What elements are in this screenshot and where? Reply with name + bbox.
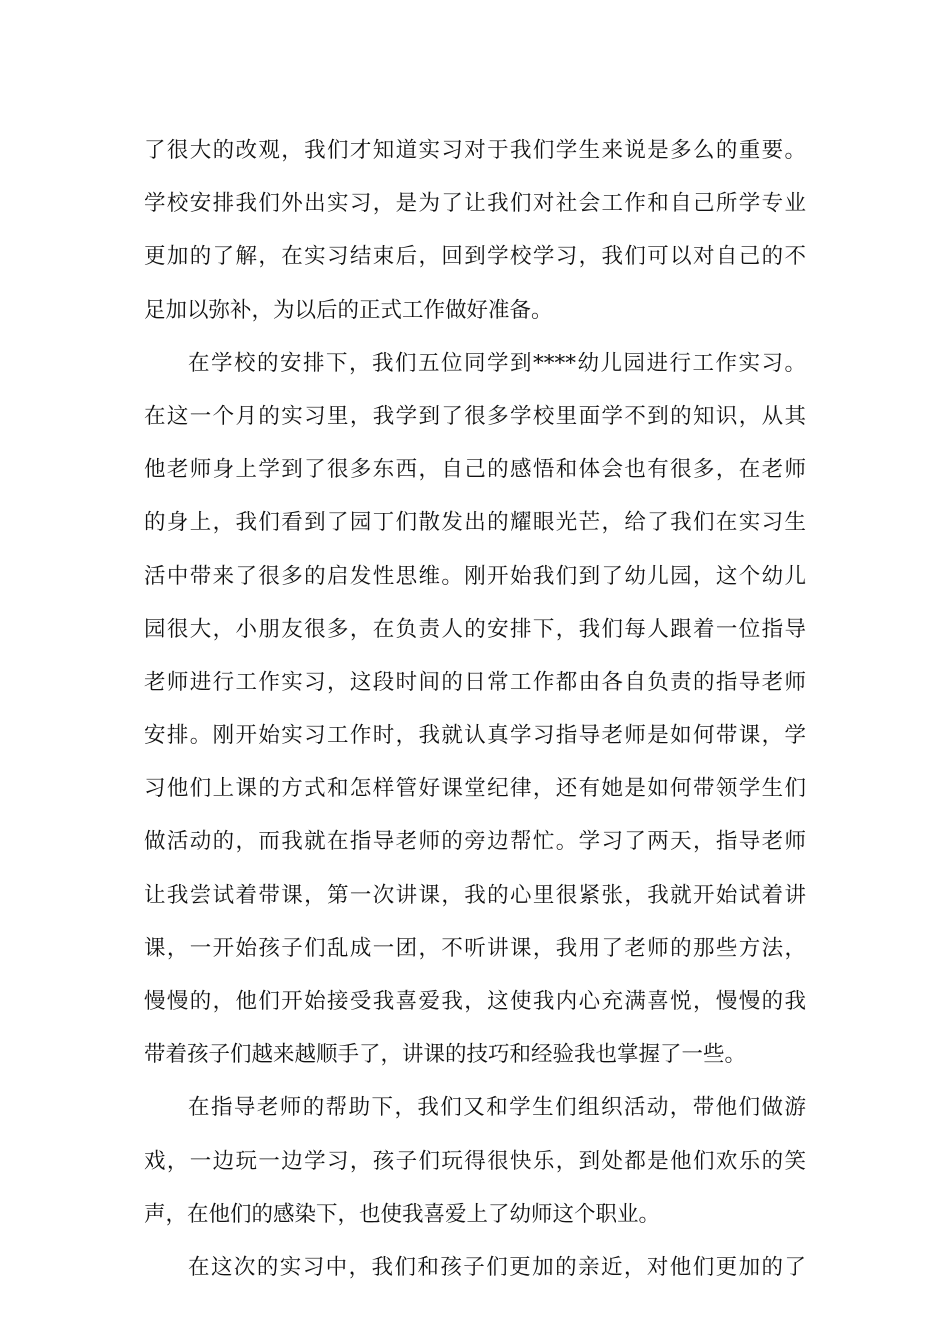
text-line: 戏，一边玩一边学习，孩子们玩得很快乐，到处都是他们欢乐的笑 — [144, 1148, 806, 1174]
text-line: 足加以弥补，为以后的正式工作做好准备。 — [144, 297, 553, 323]
text-line: 更加的了解，在实习结束后，回到学校学习，我们可以对自己的不 — [144, 244, 806, 270]
text-line: 带着孩子们越来越顺手了，讲课的技巧和经验我也掌握了一些。 — [144, 1042, 747, 1068]
text-line: 了很大的改观，我们才知道实习对于我们学生来说是多么的重要。 — [144, 138, 806, 163]
text-line: 让我尝试着带课，第一次讲课，我的心里很紧张，我就开始试着讲 — [144, 882, 806, 908]
text-line: 的身上，我们看到了园丁们散发出的耀眼光芒，给了我们在实习生 — [144, 510, 806, 536]
text-line: 课，一开始孩子们乱成一团，不听讲课，我用了老师的那些方法， — [144, 935, 806, 961]
text-line: 习他们上课的方式和怎样管好课堂纪律，还有她是如何带领学生们 — [144, 776, 806, 802]
text-line: 园很大，小朋友很多，在负责人的安排下，我们每人跟着一位指导 — [144, 616, 806, 642]
text-line: 他老师身上学到了很多东西，自己的感悟和体会也有很多，在老师 — [144, 457, 806, 483]
text-line: 在这一个月的实习里，我学到了很多学校里面学不到的知识，从其 — [144, 403, 806, 429]
paragraph-first-line: 在指导老师的帮助下，我们又和学生们组织活动，带他们做游 — [188, 1095, 806, 1121]
paragraph-first-line: 在这次的实习中，我们和孩子们更加的亲近，对他们更加的了 — [188, 1254, 806, 1280]
text-line: 活中带来了很多的启发性思维。刚开始我们到了幼儿园，这个幼儿 — [144, 563, 806, 589]
text-line: 做活动的，而我就在指导老师的旁边帮忙。学习了两天，指导老师 — [144, 829, 806, 855]
text-line: 老师进行工作实习，这段时间的日常工作都由各自负责的指导老师 — [144, 669, 806, 695]
document-body — [144, 124, 806, 1294]
text-line: 学校安排我们外出实习，是为了让我们对社会工作和自己所学专业 — [144, 191, 806, 217]
text-line: 安排。刚开始实习工作时，我就认真学习指导老师是如何带课，学 — [144, 723, 806, 749]
text-line: 慢慢的，他们开始接受我喜爱我，这使我内心充满喜悦，慢慢的我 — [144, 989, 806, 1014]
text-line: 声，在他们的感染下，也使我喜爱上了幼师这个职业。 — [144, 1201, 661, 1227]
paragraph-first-line: 在学校的安排下，我们五位同学到****幼儿园进行工作实习。 — [188, 350, 806, 376]
